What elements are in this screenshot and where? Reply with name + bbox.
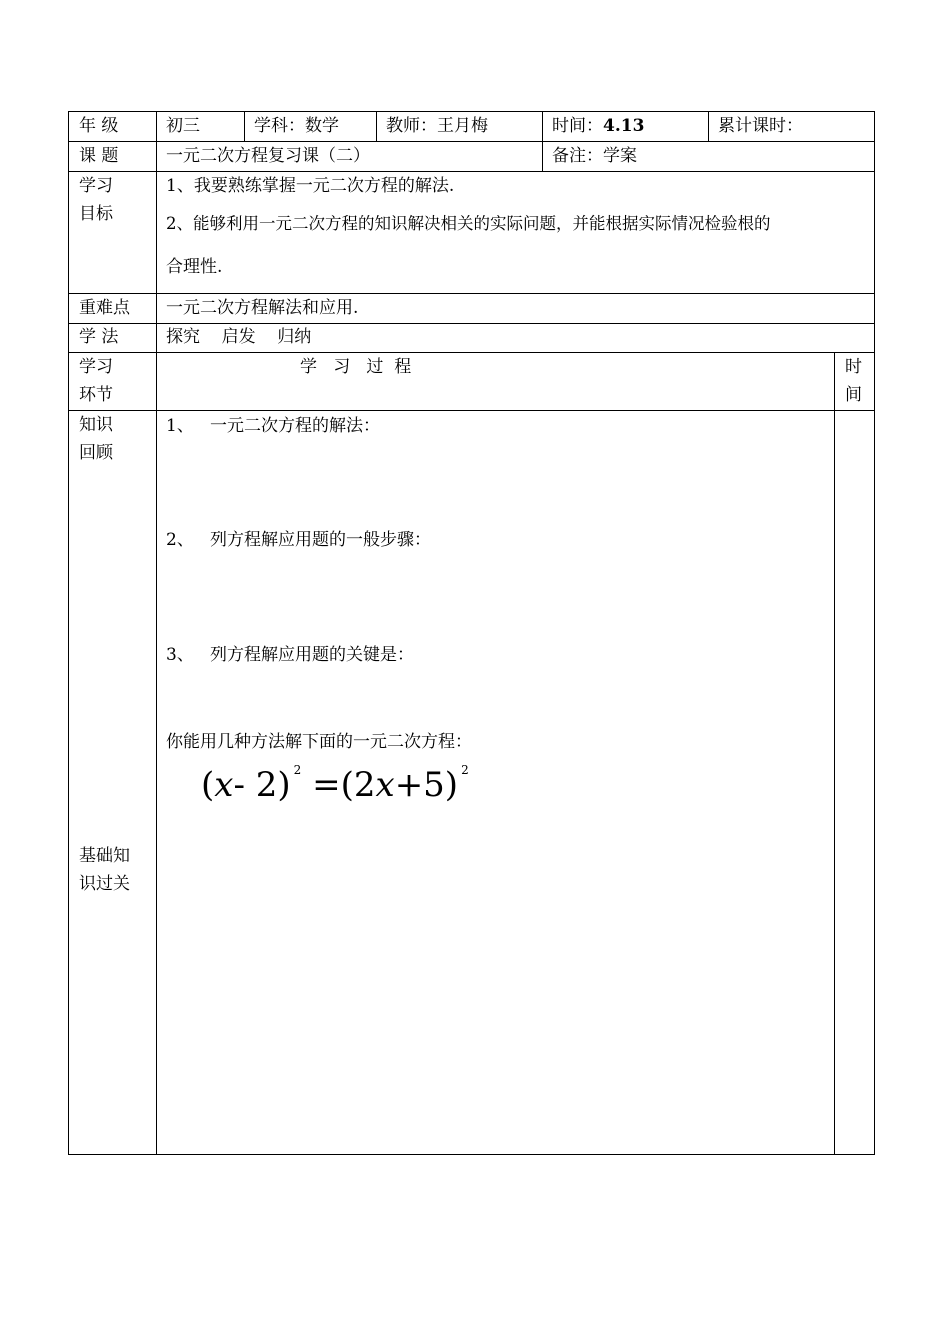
quadratic-equation xyxy=(201,763,469,805)
time-value: 4.13 xyxy=(603,116,645,136)
lesson-plan-table xyxy=(68,111,875,1155)
objective-item-2-line2: 合理性. xyxy=(166,257,223,277)
note-cell: 备注：学案 xyxy=(552,146,637,166)
col-divider xyxy=(244,111,245,141)
review-label-line2: 回顾 xyxy=(79,443,113,463)
teacher-cell: 教师：王月梅 xyxy=(386,116,488,136)
col-divider xyxy=(376,111,377,141)
review-question-1: 1、 一元二次方程的解法： xyxy=(166,416,381,436)
col-divider xyxy=(834,352,835,1155)
equation-rhs-rest: +5) xyxy=(394,765,459,805)
process-stage-label-line2: 环节 xyxy=(79,385,113,405)
method-label: 学 法 xyxy=(79,327,119,347)
col-divider xyxy=(708,111,709,141)
equation-lhs-rest: - 2) xyxy=(233,765,291,805)
row-divider xyxy=(68,323,875,324)
topic-label: 课 题 xyxy=(79,146,119,166)
row-divider xyxy=(68,293,875,294)
table-border-left xyxy=(68,111,69,1155)
objectives-label-line1: 学习 xyxy=(79,176,113,196)
process-stage-label-line1: 学习 xyxy=(79,357,113,377)
grade-label: 年 级 xyxy=(79,116,119,136)
grade-value: 初三 xyxy=(166,116,200,136)
subject-cell: 学科：数学 xyxy=(254,116,339,136)
equation-variable: x xyxy=(375,765,395,805)
review-question-3: 3、 列方程解应用题的关键是： xyxy=(166,645,415,665)
cumulative-hours-cell: 累计课时： xyxy=(718,116,803,136)
table-border-right xyxy=(874,111,875,1155)
equation-rhs-open: (2 xyxy=(340,765,376,805)
table-border-top xyxy=(68,111,875,112)
objectives-label-line2: 目标 xyxy=(79,204,113,224)
equation-variable: x xyxy=(214,765,234,805)
equation-paren: ( xyxy=(201,765,215,805)
table-border-bottom xyxy=(68,1154,875,1155)
row-divider xyxy=(68,410,875,411)
equation-equals: = xyxy=(301,765,341,805)
equation-exponent: 2 xyxy=(461,763,469,777)
key-points-label: 重难点 xyxy=(79,298,130,318)
topic-value: 一元二次方程复习课（二） xyxy=(166,146,370,166)
col-divider xyxy=(156,111,157,1155)
time-column-label-line1: 时 xyxy=(845,357,862,377)
review-label-line1: 知识 xyxy=(79,415,113,435)
row-divider xyxy=(68,141,875,142)
time-prefix: 时间： xyxy=(552,116,603,136)
key-points-value: 一元二次方程解法和应用. xyxy=(166,298,359,318)
col-divider xyxy=(542,111,543,171)
objective-item-2-line1: 2、能够利用一元二次方程的知识解决相关的实际问题，并能根据实际情况检验根的 xyxy=(166,214,771,233)
time-cell xyxy=(552,115,644,137)
objective-item-1: 1、我要熟练掌握一元二次方程的解法. xyxy=(166,176,455,196)
basics-label-line1: 基础知 xyxy=(79,846,130,866)
review-question-2: 2、 列方程解应用题的一般步骤： xyxy=(166,530,432,550)
equation-exponent: 2 xyxy=(293,763,302,777)
method-value: 探究 启发 归纳 xyxy=(166,327,312,347)
row-divider xyxy=(68,352,875,353)
basics-label-line2: 识过关 xyxy=(79,874,130,894)
process-title: 学 习 过 程 xyxy=(300,357,412,377)
row-divider xyxy=(68,171,875,172)
equation-prompt: 你能用几种方法解下面的一元二次方程： xyxy=(166,732,472,752)
time-column-label-line2: 间 xyxy=(845,385,862,405)
